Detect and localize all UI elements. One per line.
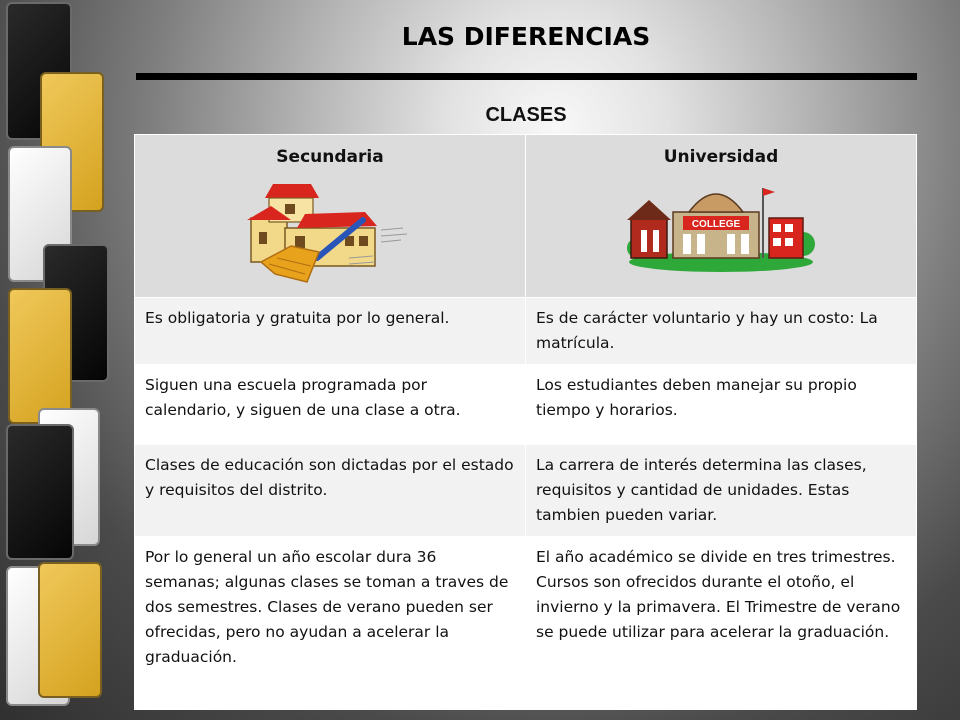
slide-subtitle: CLASES xyxy=(485,104,567,126)
table-row xyxy=(135,537,917,710)
cell-universidad: Los estudiantes deben manejar su propio tiempo y horarios. xyxy=(526,365,917,445)
decorative-tile xyxy=(38,562,102,698)
cell-universidad: El año académico se divide en tres trimestres. Cursos son ofrecidos durante el otoño, el invierno y la primavera. El Trimestre de verano se puede utilizar para acelerar la graduación. xyxy=(526,537,917,710)
table-row xyxy=(135,298,917,365)
comparison-table xyxy=(134,134,917,710)
college-sign-text: COLLEGE xyxy=(691,219,741,230)
cell-universidad: Es de carácter voluntario y hay un costo: La matrícula. xyxy=(526,298,917,365)
cell-secundaria: Por lo general un año escolar dura 36 semanas; algunas clases se toman a traves de dos semestres. Clases de verano pueden ser ofrecidas, pero no ayudan a acelerar la graduación. xyxy=(135,537,526,710)
slide-title: LAS DIFERENCIAS xyxy=(401,22,651,51)
cell-secundaria: Es obligatoria y gratuita por lo general. xyxy=(135,298,526,365)
cell-universidad: La carrera de interés determina las clases, requisitos y cantidad de unidades. Estas tambien pueden variar. xyxy=(526,445,917,537)
header-label: Universidad xyxy=(663,147,779,167)
table-header-row xyxy=(135,135,917,298)
header-label: Secundaria xyxy=(276,147,384,167)
header-cell-secundaria xyxy=(135,135,526,298)
cell-secundaria: Clases de educación son dictadas por el estado y requisitos del distrito. xyxy=(135,445,526,537)
table-row xyxy=(135,445,917,537)
decorative-tile xyxy=(8,288,72,424)
cell-secundaria: Siguen una escuela programada por calendario, y siguen de una clase a otra. xyxy=(135,365,526,445)
decorative-tile xyxy=(6,424,74,560)
schoolhouse-with-broom-icon xyxy=(245,178,415,288)
college-campus-icon xyxy=(621,178,821,274)
title-underline xyxy=(136,73,917,80)
header-cell-universidad xyxy=(526,135,917,298)
table-row xyxy=(135,365,917,445)
